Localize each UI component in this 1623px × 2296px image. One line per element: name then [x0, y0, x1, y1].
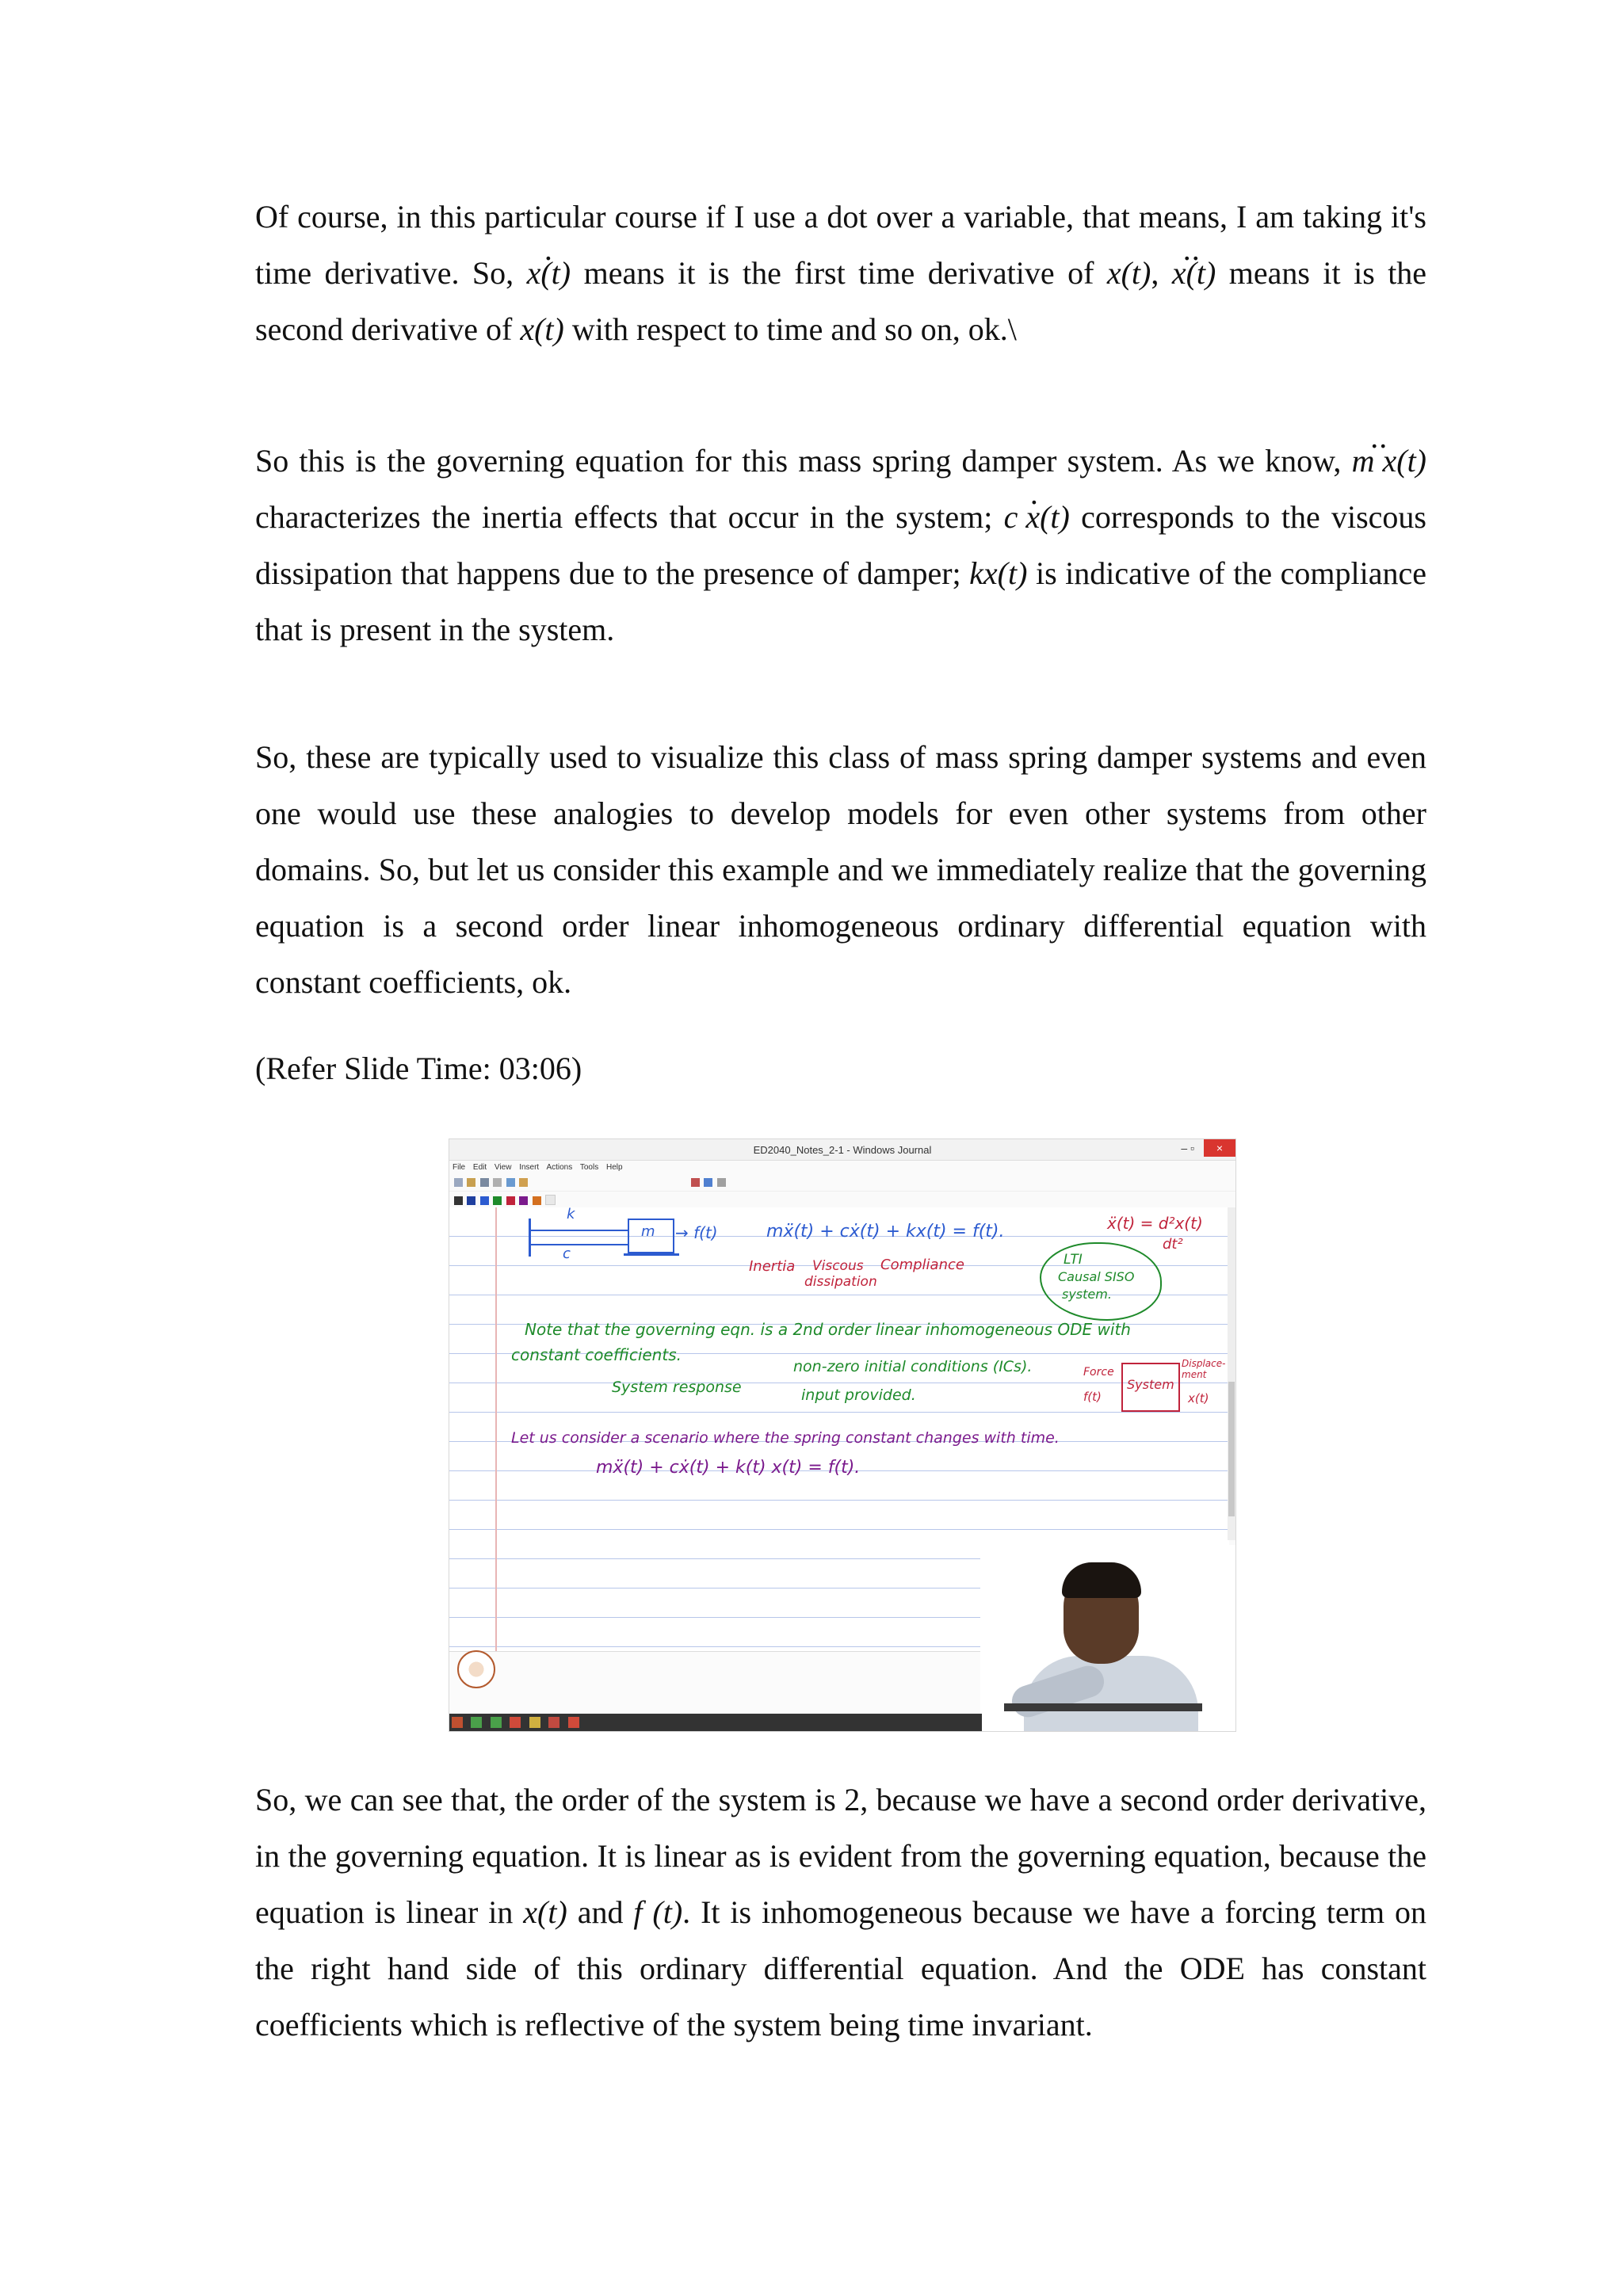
vertical-scrollbar[interactable] — [1228, 1207, 1235, 1540]
ink-causal-siso: Causal SISO — [1058, 1269, 1135, 1284]
p2-text-d: is indicative of the compliance that is present in the system. — [255, 555, 1427, 647]
close-icon[interactable]: × — [1204, 1139, 1235, 1157]
color-swatch[interactable] — [454, 1196, 463, 1205]
toolbar-icon[interactable] — [519, 1178, 528, 1187]
color-swatch[interactable] — [506, 1196, 515, 1205]
color-swatch[interactable] — [480, 1196, 489, 1205]
p1-text-e: with respect to time and so on, ok.\ — [571, 311, 1017, 347]
taskbar-app-icon[interactable] — [529, 1717, 540, 1728]
ink-ground — [624, 1253, 679, 1256]
menu-tools[interactable]: Tools — [579, 1163, 599, 1172]
color-swatch[interactable] — [467, 1196, 475, 1205]
ink-viscous: Viscous — [812, 1258, 864, 1274]
toolbar-icon[interactable] — [493, 1178, 502, 1187]
ink-k-label: k — [567, 1206, 575, 1222]
ink-c-label: c — [563, 1245, 571, 1262]
menu-insert[interactable]: Insert — [519, 1163, 540, 1172]
pen-icon[interactable] — [691, 1178, 700, 1187]
windows-taskbar — [449, 1714, 982, 1731]
lecturer-desk — [1004, 1703, 1202, 1711]
ink-dissipation: dissipation — [804, 1274, 877, 1290]
p1-text-d: means it is the second derivative of — [255, 255, 1427, 347]
ink-inertia: Inertia — [749, 1258, 796, 1275]
toolbar-icon[interactable] — [506, 1178, 515, 1187]
ink-consider-line: Let us consider a scenario where the spring constant changes with time. — [511, 1429, 1060, 1447]
color-swatch[interactable] — [533, 1196, 541, 1205]
ink-system: system. — [1062, 1287, 1112, 1302]
pen-icon[interactable] — [704, 1178, 712, 1187]
lecturer-video — [980, 1545, 1235, 1731]
ink-note-line1: Note that the governing eqn. is a 2nd order linear inhomogeneous ODE with — [525, 1320, 1131, 1339]
ink-damper — [531, 1244, 628, 1245]
eraser-icon[interactable] — [717, 1178, 726, 1187]
p4-text-a: So, we can see that, the order of the system is 2, because we have a second order derivative, in the governing equation. It is linear as is evident from the governing equation, because the equation is linear in — [255, 1782, 1426, 1930]
journal-toolbar — [449, 1175, 1235, 1192]
slide-time-caption: (Refer Slide Time: 03:06) — [255, 1051, 582, 1086]
ink-ft: f(t) — [1083, 1390, 1102, 1404]
ink-nonzero-ic: non-zero initial conditions (ICs). — [793, 1358, 1033, 1375]
math-x-t: x(t) — [523, 1894, 567, 1930]
math-x: x(t) — [1106, 255, 1151, 291]
p4-text-b: and — [577, 1894, 624, 1930]
p1-text-c: , — [1151, 255, 1159, 291]
ink-input-provided: input provided. — [801, 1386, 916, 1404]
ink-m-label: m — [641, 1223, 655, 1240]
ink-wall — [529, 1219, 531, 1257]
lecture-screenshot — [449, 1138, 1236, 1732]
toolbar-icon[interactable] — [480, 1178, 489, 1187]
taskbar-app-icon[interactable] — [491, 1717, 502, 1728]
p1-text-b: means it is the first time derivative of — [583, 255, 1094, 291]
menu-edit[interactable]: Edit — [472, 1163, 487, 1172]
p4-text-c: . It is inhomogeneous because we have a forcing term on the right hand side of this ordinary differential equation. And the ODE has constant coefficients which is reflective of the system being time invariant. — [255, 1894, 1426, 2042]
p2-text-a: So this is the governing equation for this mass spring damper system. As we know, — [255, 443, 1342, 479]
menu-view[interactable]: View — [494, 1163, 512, 1172]
ink-second-derivative-def: ẍ(t) = d²x(t) — [1107, 1214, 1203, 1233]
menu-actions[interactable]: Actions — [546, 1163, 573, 1172]
paragraph-derivative-notation — [255, 189, 1426, 357]
paragraph-order-linearity — [255, 1772, 1426, 2053]
math-x-2: x(t) — [520, 311, 564, 347]
ink-note-line2: constant coefficients. — [511, 1345, 682, 1364]
p2-text-b: characterizes the inertia effects that occur in the system; — [255, 499, 993, 535]
color-swatch[interactable] — [519, 1196, 528, 1205]
ink-force-arrow: → f(t) — [675, 1223, 718, 1242]
ink-equation-2: mẍ(t) + cẋ(t) + k(t) x(t) = f(t). — [596, 1458, 861, 1478]
math-kx: kx(t) — [969, 555, 1028, 591]
taskbar-app-icon[interactable] — [510, 1717, 521, 1728]
ink-compliance: Compliance — [880, 1257, 964, 1273]
math-f-t: f (t) — [633, 1894, 683, 1930]
ink-xt: x(t) — [1188, 1391, 1209, 1405]
p1-text-a: Of course, in this particular course if I use a dot over a variable, that means, I am taking it's time derivative. So, — [255, 199, 1426, 291]
paragraph-ode-classification: So, these are typically used to visualize this class of mass spring damper systems and even one would use these analogies to develop models for even other systems from other domains. So, but let us consider this example and we immediately realize that the governing equation is a second order linear inhomogeneous ordinary differential equation with constant coefficients, ok. — [255, 739, 1426, 1000]
menu-file[interactable]: File — [453, 1163, 466, 1172]
ink-lti: LTI — [1064, 1252, 1083, 1268]
taskbar-app-icon[interactable] — [568, 1717, 579, 1728]
ink-equation: mẍ(t) + cẋ(t) + kx(t) = f(t). — [766, 1222, 1005, 1241]
note-margin-line — [495, 1207, 497, 1651]
ink-spring — [531, 1230, 628, 1231]
math-m-xddot: .. m x(t) — [1352, 433, 1426, 489]
ink-dt2: dt² — [1163, 1236, 1183, 1253]
ink-force: Force — [1083, 1366, 1114, 1379]
taskbar-app-icon[interactable] — [548, 1717, 559, 1728]
minimize-maximize-icon[interactable]: – ▫ — [1181, 1142, 1194, 1154]
ink-system-response: System response — [612, 1379, 742, 1396]
institute-logo-icon — [457, 1650, 495, 1688]
menu-help[interactable]: Help — [606, 1163, 623, 1172]
toolbar-icon[interactable] — [467, 1178, 475, 1187]
journal-titlebar — [449, 1139, 1235, 1161]
math-xddot: .. x(t) — [1172, 245, 1216, 301]
ink-displacement: Displace-ment — [1182, 1358, 1226, 1380]
journal-menubar — [449, 1161, 1235, 1175]
color-swatch[interactable] — [545, 1195, 556, 1205]
taskbar-app-icon[interactable] — [471, 1717, 482, 1728]
lecturer-hair — [1062, 1562, 1141, 1598]
ink-system-label: System — [1127, 1377, 1174, 1392]
scrollbar-thumb[interactable] — [1228, 1382, 1235, 1516]
toolbar-icon[interactable] — [454, 1178, 463, 1187]
window-title: ED2040_Notes_2-1 - Windows Journal — [753, 1144, 932, 1156]
math-c-xdot: . c x(t) — [1004, 489, 1070, 545]
p2-text-c: corresponds to the viscous dissipation that happens due to the presence of damper; — [255, 499, 1426, 591]
start-icon[interactable] — [452, 1717, 463, 1728]
math-xdot: . x(t) — [527, 245, 571, 301]
color-swatch[interactable] — [493, 1196, 502, 1205]
paragraph-governing-equation — [255, 433, 1426, 658]
